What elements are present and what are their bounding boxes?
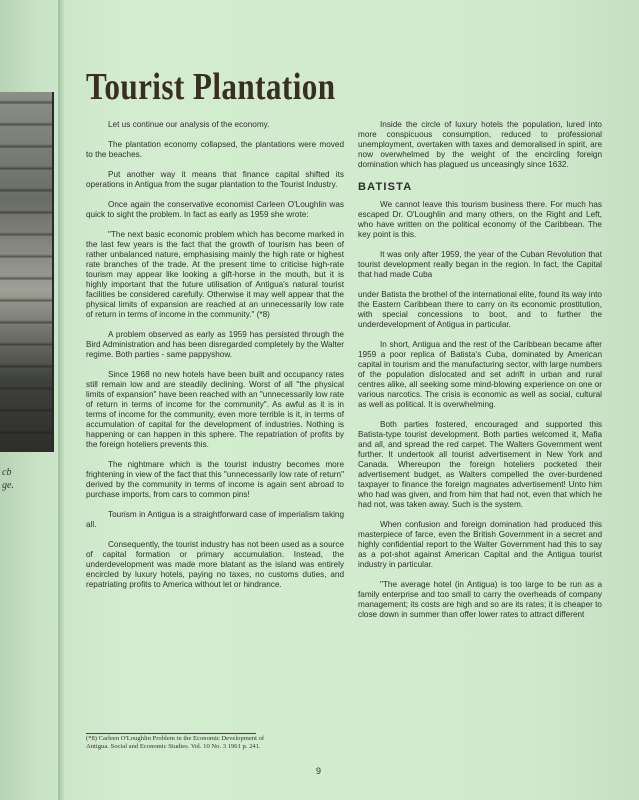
paragraph: Let us continue our analysis of the economy. xyxy=(108,120,270,129)
paragraph: Inside the circle of luxury hotels the population, lured into more conspicuous consumption, reduced to professional unemployment, overtaken with taxes and demoralised in spirit, are now overwhelmed by the weight of the encircling foreign domination which has plagued us unceasingly since 1632. xyxy=(358,120,602,169)
article-title: Tourist Plantation xyxy=(86,66,336,108)
paragraph: under Batista the brothel of the international elite, found its way into the Eastern Caribbean there to carry on its economic prostitution, with special concessions to boot, and to further the underdevelopment of Antigua in particular. xyxy=(358,290,602,329)
paragraph: We cannot leave this tourism business there. For much has escaped Dr. O'Loughlin and many others, on the Right and Left, who have written on the political economy of the Caribbean. The key point is this. xyxy=(358,200,602,239)
paragraph: Both parties fostered, encouraged and supported this Batista-type tourist development. Both parties welcomed it, Mafia and all, and spread the red carpet. The Walters Government went further. It undertook all tourist advertisement in New York and Canada. Whereupon the foreign hoteliers pocketed their advertisement budget, as Walters compelled the over-burdened taxpayer to finance the foreign magnates advertisement! Unto him who had was given, and from him that had not, even that which he had not, was taken away. Such is the system. xyxy=(358,420,602,509)
left-caption-line-1: cb xyxy=(2,467,12,478)
paragraph: Consequently, the tourist industry has not been used as a source of capital formation or primary accumulation. Instead, the underdevelopment was made more blatant as the island was entirely encircled by luxury hotels, paying no taxes, no customs duties, and repatriating profits to America without let or hindrance. xyxy=(86,540,344,589)
footnote-rule xyxy=(86,733,256,734)
paragraph: It was only after 1959, the year of the Cuban Revolution that tourist development really began in the region. In fact, the Capital that had made Cuba xyxy=(358,250,602,279)
left-caption-line-2: ge. xyxy=(2,480,14,491)
left-page-strip xyxy=(0,0,58,800)
paragraph: "The average hotel (in Antigua) is too large to be run as a family enterprise and too small to carry the overheads of company management; its costs are high and so are its rates; it is cheaper to close down in summer than offer lower rates to attract different xyxy=(358,580,602,619)
footnote: (*8) Carleen O'Loughlin Problem in the Economic Development of Antigua. Social and Economic Studies. Vol. 10 No. 3 1961 p. 241. xyxy=(86,735,265,750)
left-page-photo xyxy=(0,92,54,452)
paragraph: The plantation economy collapsed, the plantations were moved to the beaches. xyxy=(86,140,344,159)
page-fold xyxy=(58,0,64,800)
left-column xyxy=(86,120,344,600)
paragraph: "The next basic economic problem which has become marked in the last few years is the fact that the growth of tourism has been of rather unbalanced nature, emphasising mainly the high rate or highest rate branches of the trade. At the present time to criticise high-rate tourism may appear like looking a gift-horse in the mouth, but it is highly important that the future utilisation of Antigua's natural tourist facilities be considered carefully. Otherwise it may well appear that the physical limits of expansion are reached at an unnecessarily low rate of return in terms of income in the community." (*8) xyxy=(86,230,344,319)
section-heading: BATISTA xyxy=(358,181,413,193)
paragraph: Tourism in Antigua is a straightforward case of imperialism taking all. xyxy=(86,510,344,529)
paragraph: A problem observed as early as 1959 has persisted through the Bird Administration and has been disregarded completely by the Walter regime. Both parties - same pappyshow. xyxy=(86,330,344,359)
paragraph: Since 1968 no new hotels have been built and occupancy rates still remain low and are steadily declining. Worst of all "the physical limits of expansion" have been reached with an "unnecessarily low rate of return in terms of income for the community". As awful as it is in terms of income for the community, even more terrible is it, in terms of accumulation of capital for the development of industries. Nothing is happening or can happen in this sphere. The repatriation of profits by the foreign hoteliers prevents this. xyxy=(86,370,344,449)
right-column xyxy=(358,120,602,630)
paragraph: Once again the conservative economist Carleen O'Loughlin was quick to sight the problem. In fact as early as 1959 she wrote: xyxy=(86,200,344,219)
paragraph: When confusion and foreign domination had produced this masterpiece of farce, even the British Government in a secret and highly confidential report to the Walter Government had this to say as a pot-shot against American Capital and the Antigua tourist industry in particular. xyxy=(358,520,602,569)
page-number: 9 xyxy=(316,766,322,776)
paragraph: Put another way it means that finance capital shifted its operations in Antigua from the sugar plantation to the Tourist Industry. xyxy=(86,170,344,189)
paragraph: The nightmare which is the tourist industry becomes more frightening in view of the fact that this "unnecessarily low rate of return" derived by the community in terms of income is again sent abroad to purchase imports, from cars to common pins! xyxy=(86,460,344,499)
paragraph: In short, Antigua and the rest of the Caribbean became after 1959 a poor replica of Batista's Cuba, dominated by American capital in tourism and the manufacturing sector, with large numbers of the population dislocated and set adrift in urban and rural centres alike, all seeking some mind-blowing experience on one or various narcotics. The crisis is economic as well as social, cultural as well as political. It is overwhelming. xyxy=(358,340,602,409)
